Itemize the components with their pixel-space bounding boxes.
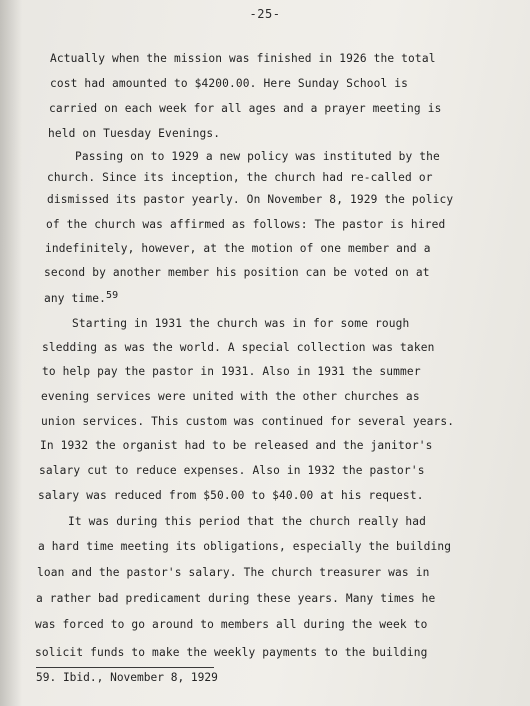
text-line: dismissed its pastor yearly. On November 8, 1929 the policy xyxy=(47,193,454,206)
text-line: a hard time meeting its obligations, especially the building xyxy=(38,540,452,553)
line-text: any time. xyxy=(44,292,106,305)
text-line: loan and the pastor's salary. The church treasurer was in xyxy=(37,566,430,579)
text-line: sledding as was the world. A special collection was taken xyxy=(42,341,435,354)
text-line: solicit funds to make the weekly payments to the building xyxy=(35,646,428,659)
text-line: union services. This custom was continued for several years. xyxy=(41,415,455,428)
text-line: evening services were united with the other churches as xyxy=(41,390,420,403)
text-line: Actually when the mission was finished in 1926 the total xyxy=(50,52,436,65)
text-line xyxy=(44,290,118,305)
text-line: a rather bad predicament during these years. Many times he xyxy=(36,592,436,605)
text-line: Passing on to 1929 a new policy was instituted by the xyxy=(75,150,440,163)
text-line: of the church was affirmed as follows: The pastor is hired xyxy=(46,218,446,231)
text-line: In 1932 the organist had to be released and the janitor's xyxy=(40,439,433,452)
text-line: indefinitely, however, at the motion of one member and a xyxy=(45,242,431,255)
text-line: held on Tuesday Evenings. xyxy=(48,127,221,140)
text-line: It was during this period that the church really had xyxy=(68,515,427,528)
footnote: 59. Ibid., November 8, 1929 xyxy=(36,671,218,684)
page-number: -25- xyxy=(249,7,281,21)
text-line: church. Since its inception, the church had re-called or xyxy=(47,171,433,184)
text-line: second by another member his position can be voted on at xyxy=(44,266,430,279)
text-line: salary cut to reduce expenses. Also in 1932 the pastor's xyxy=(39,464,425,477)
footnote-divider xyxy=(36,667,214,668)
text-line: carried on each week for all ages and a prayer meeting is xyxy=(49,102,442,115)
text-line: was forced to go around to members all during the week to xyxy=(35,618,428,631)
page-edge-shadow xyxy=(0,0,22,706)
text-line: salary was reduced from $50.00 to $40.00 at his request. xyxy=(38,489,424,502)
text-line: cost had amounted to $4200.00. Here Sunday School is xyxy=(50,77,409,90)
text-line: to help pay the pastor in 1931. Also in 1931 the summer xyxy=(42,365,421,378)
text-line: Starting in 1931 the church was in for some rough xyxy=(72,317,410,330)
footnote-reference: 59 xyxy=(105,290,119,301)
